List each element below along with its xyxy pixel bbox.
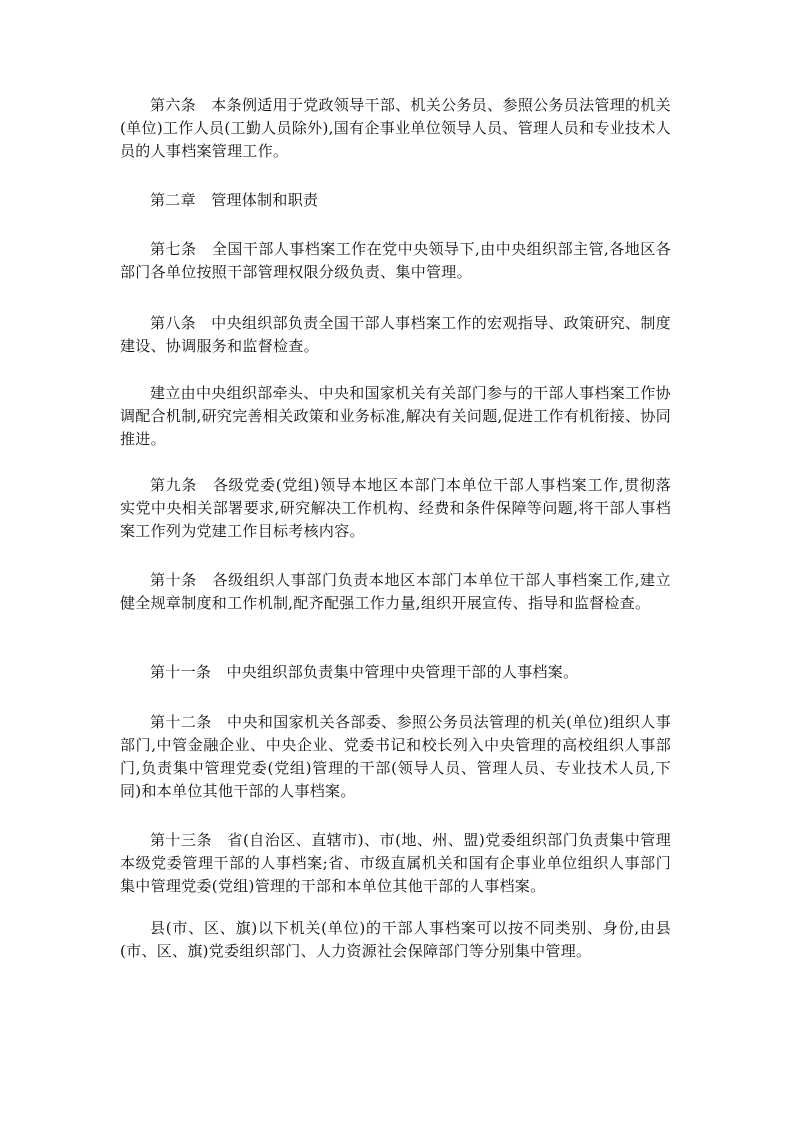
article-8-paragraph: 第八条 中央组织部负责全国干部人事档案工作的宏观指导、政策研究、制度建设、协调服务和监督检查。 [120, 314, 671, 355]
article-13-paragraph: 第十三条 省(自治区、直辖市)、市(地、州、盟)党委组织部门负责集中管理本级党委管理干部的人事档案;省、市级直属机关和国有企事业单位组织人事部门集中管理党委(党组)管理的干部和本单位其他干部的人事档案。 [120, 831, 671, 895]
article-12-paragraph: 第十二条 中央和国家机关各部委、参照公务员法管理的机关(单位)组织人事部门,中管金融企业、中央企业、党委书记和校长列入中央管理的高校组织人事部门,负责集中管理党委(党组)管理的干部(领导人员、管理人员、专业技术人员,下同)和本单位其他干部的人事档案。 [120, 713, 671, 800]
article-8-paragraph-2: 建立由中央组织部牵头、中央和国家机关有关部门参与的干部人事档案工作协调配合机制,研究完善相关政策和业务标准,解决有关问题,促进工作有机衔接、协同推进。 [120, 384, 671, 448]
article-10-paragraph: 第十条 各级组织人事部门负责本地区本部门本单位干部人事档案工作,建立健全规章制度和工作机制,配齐配强工作力量,组织开展宣传、指导和监督检查。 [120, 571, 671, 612]
article-6-paragraph: 第六条 本条例适用于党政领导干部、机关公务员、参照公务员法管理的机关(单位)工作人员(工勤人员除外),国有企事业单位领导人员、管理人员和专业技术人员的人事档案管理工作。 [120, 96, 671, 160]
article-7-paragraph: 第七条 全国干部人事档案工作在党中央领导下,由中央组织部主管,各地区各部门各单位按照干部管理权限分级负责、集中管理。 [120, 240, 671, 281]
chapter-2-heading: 第二章 管理体制和职责 [150, 191, 319, 209]
article-9-paragraph: 第九条 各级党委(党组)领导本地区本部门本单位干部人事档案工作,贯彻落实党中央相关部署要求,研究解决工作机构、经费和条件保障等问题,将干部人事档案工作列为党建工作目标考核内容。 [120, 476, 671, 540]
article-13-paragraph-2: 县(市、区、旗)以下机关(单位)的干部人事档案可以按不同类别、身份,由县(市、区、旗)党委组织部门、人力资源社会保障部门等分别集中管理。 [120, 919, 671, 960]
article-11-paragraph: 第十一条 中央组织部负责集中管理中央管理干部的人事档案。 [150, 663, 579, 681]
